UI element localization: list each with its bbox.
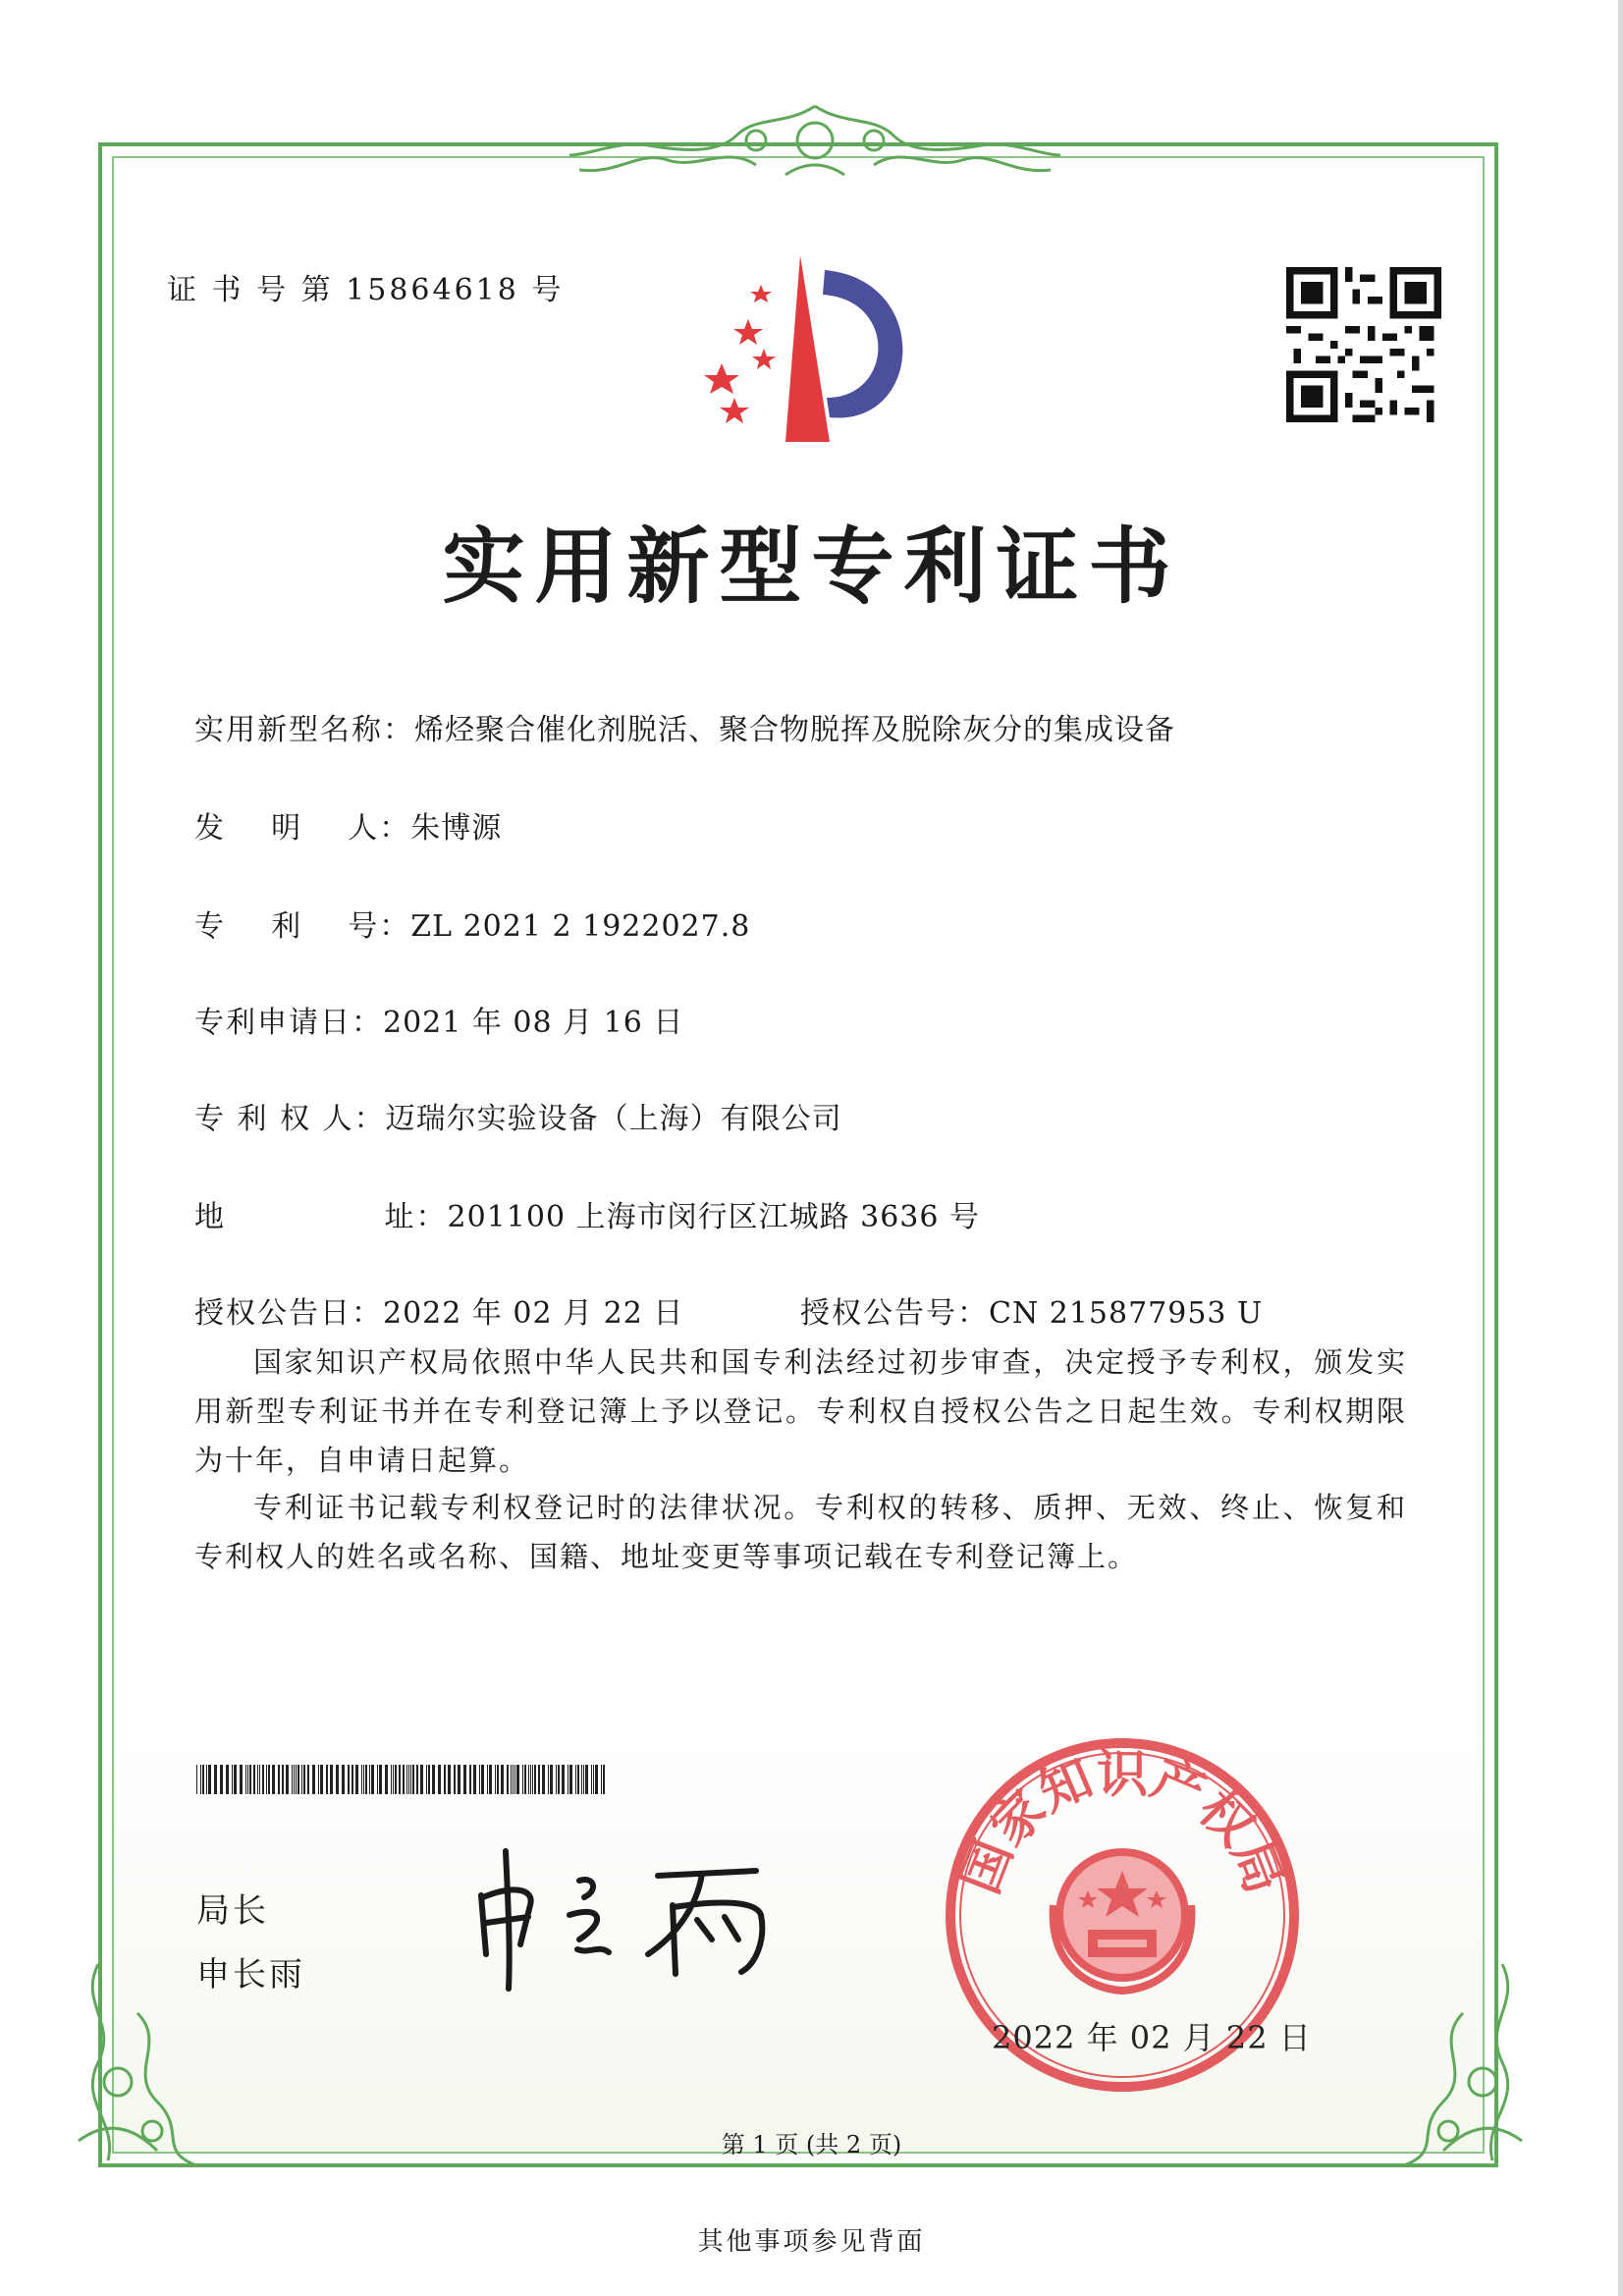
field-label: 授权公告号： [800,1296,989,1331]
field-value: 迈瑞尔实验设备（上海）有限公司 [385,1102,842,1136]
field-grant-number [800,1288,1263,1332]
certificate-title: 实用新型专利证书 [442,518,1181,615]
scan-edge [1618,0,1623,2296]
field-inventor [194,803,502,847]
field-label: 地 址： [194,1200,448,1234]
field-label: 专利申请日： [194,1006,383,1040]
field-value: 朱博源 [410,811,503,846]
field-value: 2022 年 02 月 22 日 [383,1296,684,1331]
field-grant-date [194,1288,683,1332]
patent-office-logo [677,250,923,447]
field-value: 201100 上海市闵行区江城路 3636 号 [447,1200,980,1234]
footer-note: 其他事项参见背面 [697,2227,926,2257]
field-utility-model-name [194,705,1175,748]
certificate-number: 证 书 号 第 15864618 号 [167,273,565,307]
field-value: 烯烃聚合催化剂脱活、聚合物脱挥及脱除灰分的集成设备 [414,713,1175,747]
seal-date: 2022 年 02 月 22 日 [992,2019,1312,2056]
field-value: 2021 年 08 月 16 日 [383,1006,684,1040]
field-value: CN 215877953 U [989,1296,1264,1331]
director-name: 申长雨 [196,1955,305,1995]
barcode [196,1765,609,1794]
field-address [194,1192,980,1235]
field-label: 授权公告日： [194,1296,383,1331]
qr-code [1286,267,1441,422]
field-value: ZL 2021 2 1922027.8 [410,909,751,944]
field-patentee [194,1094,842,1137]
field-label: 实用新型名称： [194,713,414,747]
director-signature [461,1846,815,1994]
top-ornament [560,96,1070,185]
field-label: 专 利 权 人： [194,1102,386,1136]
paragraph-legal-status: 专利证书记载专利权登记时的法律状况。专利权的转移、质押、无效、终止、恢复和专利权人的姓名或名称、国籍、地址变更等事项记载在专利登记簿上。 [194,1491,1407,1573]
page-number: 第 1 页 (共 2 页) [721,2131,902,2159]
field-patent-number [194,902,750,945]
field-filing-date [194,998,683,1041]
seal-text: 国家知识产权局 [950,1745,1294,1902]
field-label: 发 明 人： [194,811,411,846]
director-title: 局长 [196,1891,269,1931]
field-label: 专 利 号： [194,909,411,944]
paragraph-grant-statement: 国家知识产权局依照中华人民共和国专利法经过初步审查，决定授予专利权，颁发实用新型专利证书并在专利登记簿上予以登记。专利权自授权公告之日起生效。专利权期限为十年，自申请日起算。 [194,1345,1407,1477]
